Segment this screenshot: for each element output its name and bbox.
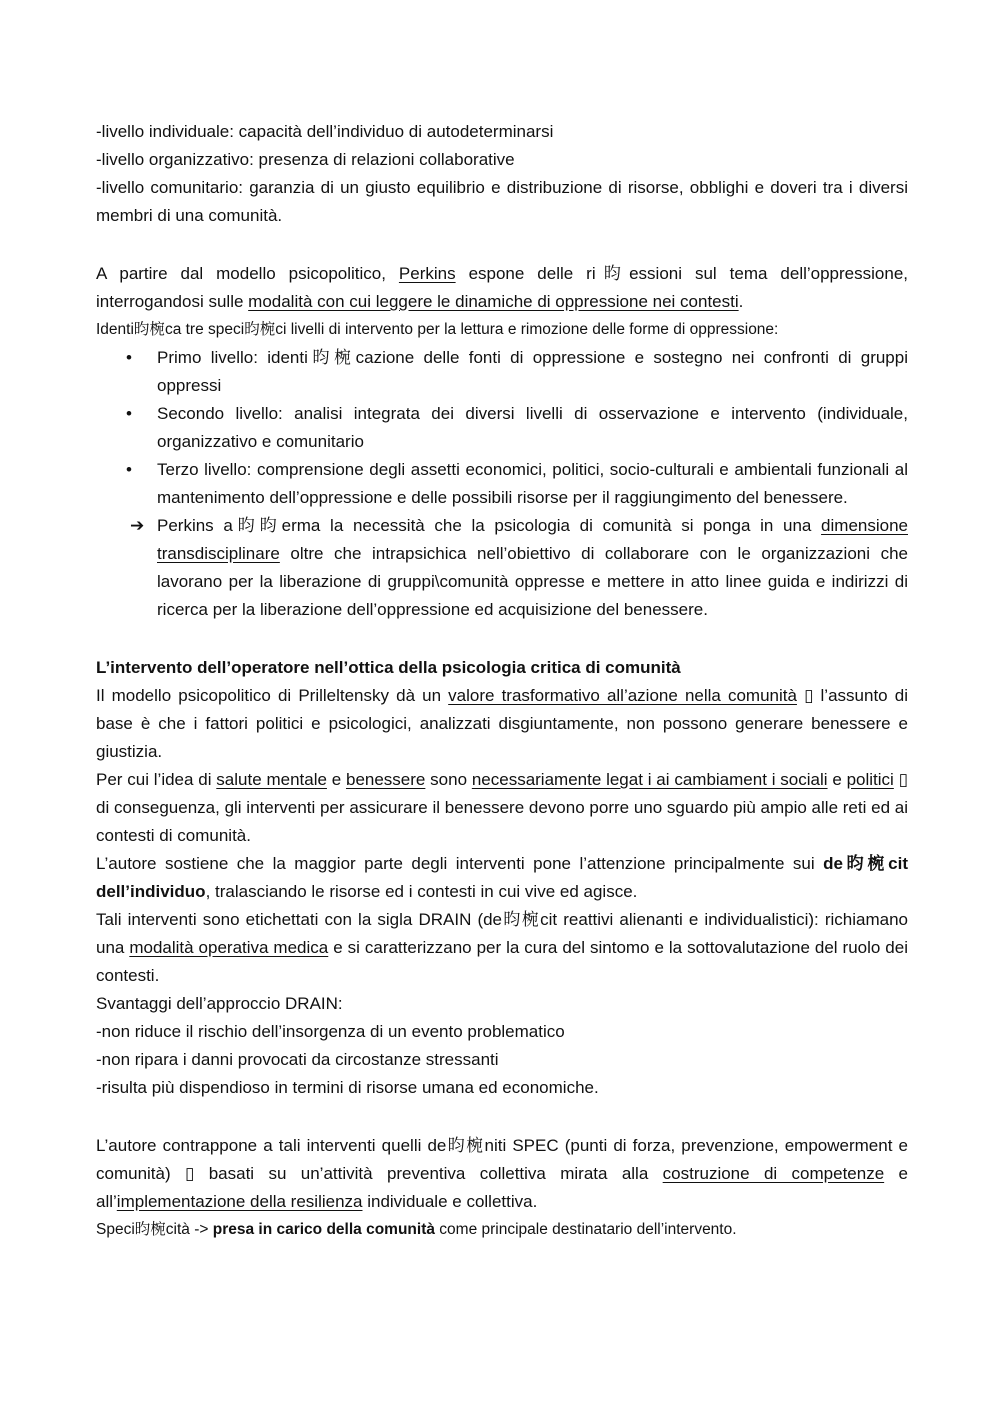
drain-paragraph: Tali interventi sono etichettati con la sigla DRAIN (de昀椀cit reattivi alienanti e individualistici): richiamano una modalità operativa medica e si caratterizzano per la cura del sintomo e la sottovalutazione del ruolo dei contesti. — [96, 910, 908, 985]
bullet-marker: • — [126, 348, 132, 367]
underlined-phrase: benessere — [345, 770, 426, 789]
glyph-artifact: 昀椀 — [133, 321, 165, 338]
list-item-arrow: ➔ Perkins a昀昀erma la necessità che la psicologia di comunità si ponga in una dimensione transdisciplinare oltre che intrapsichica nell’obiettivo di collaborare con le organizzazioni che lavorano per la liberazione di gruppi\comunità oppresse e mettere in atto linee guida e indirizzi di ricerca per la liberazione dell’oppressione ed acquisizione del benessere. — [96, 512, 908, 624]
underlined-phrase: valore trasformativo all’azione nella comunità — [448, 686, 797, 705]
section-heading: L’intervento dell’operatore nell’ottica della psicologia critica di comunità — [96, 658, 681, 677]
text-line: Svantaggi dell’approccio DRAIN: — [96, 994, 343, 1013]
text-line: -non riduce il rischio dell’insorgenza di un evento problematico — [96, 1022, 565, 1041]
autore-paragraph: L’autore sostiene che la maggior parte degli interventi pone l’attenzione principalmente sui de昀椀cit dell’individuo, tralasciando le risorse ed i contesti in cui vive ed agisce. — [96, 854, 908, 901]
prilleltensky-paragraph: Il modello psicopolitico di Prilleltensky dà un valore trasformativo all’azione nella comunità ▯ l’assunto di base è che i fattori politici e psicologici, analizzati disgiuntamente, non possono generare benessere e giustizia. — [96, 686, 908, 761]
spec-paragraph: L’autore contrappone a tali interventi quelli de昀椀niti SPEC (punti di forza, prevenzione, empowerment e comunità) ▯ basati su un’attività preventiva collettiva mirata alla costruzione di competenze e all’implementazione della resilienza individuale e collettiva. — [96, 1136, 908, 1211]
underlined-phrase: politici — [846, 770, 894, 789]
text-line: -non ripara i danni provocati da circostanze stressanti — [96, 1050, 499, 1069]
text-line: -livello organizzativo: presenza di relazioni collaborative — [96, 150, 515, 169]
list-item: • Secondo livello: analisi integrata dei diversi livelli di osservazione e intervento (individuale, organizzativo e comunitario — [96, 400, 908, 456]
underlined-phrase: dimensione transdisciplinare — [157, 516, 908, 563]
underlined-phrase: costruzione di competenze — [662, 1164, 885, 1183]
text-line: -livello individuale: capacità dell’individuo di autodeterminarsi — [96, 122, 554, 141]
bold-phrase: de昀椀cit dell’individuo — [96, 854, 908, 901]
identifica-line: Identi昀椀ca tre speci昀椀ci livelli di intervento per la lettura e rimozione delle forme di oppressione: — [96, 321, 779, 338]
specificita-line: Speci昀椀cità -> presa in carico della comunità come principale destinatario dell’intervento. — [96, 1221, 737, 1238]
document-page — [96, 118, 908, 1244]
salute-paragraph: Per cui l’idea di salute mentale e benessere sono necessariamente legat i ai cambiament i sociali e politici ▯ di conseguenza, gli interventi per assicurare il benessere devono porre uno sguardo più ampio alle reti ed ai contesti di comunità. — [96, 770, 908, 845]
perkins-name: Perkins — [398, 264, 456, 283]
levels-list — [96, 344, 908, 624]
arrow-icon: ➔ — [130, 516, 145, 535]
underlined-phrase: modalità operativa medica — [129, 938, 329, 957]
underlined-phrase: modalità con cui leggere le dinamiche di oppressione nei contesti — [248, 292, 739, 311]
perkins-paragraph: A partire dal modello psicopolitico, Perkins espone delle ri昀essioni sul tema dell’oppressione, interrogandosi sulle modalità con cui leggere le dinamiche di oppressione nei contesti. — [96, 264, 908, 311]
list-item: • Primo livello: identi昀椀cazione delle fonti di oppressione e sostegno nei confronti di gruppi oppressi — [96, 344, 908, 400]
underlined-phrase: necessariamente legat i ai cambiament i sociali — [471, 770, 828, 789]
text-line: -risulta più dispendioso in termini di risorse umana ed economiche. — [96, 1078, 599, 1097]
glyph-artifact: 昀椀 — [244, 321, 276, 338]
bold-phrase: presa in carico della comunità — [212, 1221, 435, 1238]
list-item: • Terzo livello: comprensione degli assetti economici, politici, socio-culturali e ambientali funzionali al mantenimento dell’oppressione e delle possibili risorse per il raggiungimento del benessere. — [96, 456, 908, 512]
underlined-phrase: salute mentale — [216, 770, 327, 789]
underlined-phrase: implementazione della resilienza — [116, 1192, 363, 1211]
text-paragraph: -livello comunitario: garanzia di un giusto equilibrio e distribuzione di risorse, obblighi e doveri tra i diversi membri di una comunità. — [96, 178, 908, 225]
bullet-marker: • — [126, 460, 132, 479]
bullet-marker: • — [126, 404, 132, 423]
glyph-artifact: 昀 — [595, 264, 630, 283]
